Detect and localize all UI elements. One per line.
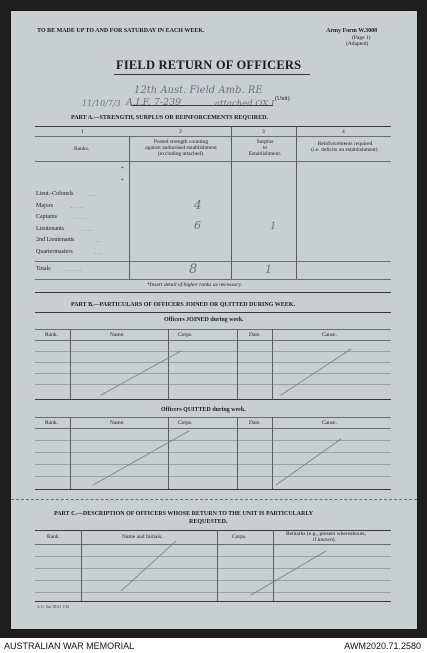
dot-leader: . . . . . (75, 215, 88, 221)
rank-majors: Majors (36, 203, 53, 209)
joined-heading: Officers JOINED during week. (164, 317, 244, 323)
handwritten-attached: attached OX I (215, 99, 275, 109)
col-number-2: 2 (179, 129, 182, 135)
totals-surplus-value: 1 (265, 263, 272, 276)
totals-label: Totals (36, 266, 51, 272)
col-number-4: 4 (342, 129, 345, 135)
joined-col-corps: Corps. (178, 332, 193, 338)
quitted-col-date: Date. (249, 420, 261, 426)
part-a-footnote: *Insert detail of higher ranks as necessary. (147, 282, 242, 288)
footer-right: AWM2020.71.2580 (344, 641, 421, 651)
part-c-col-remarks-line2: if known). (313, 537, 336, 543)
rank-2nd-lieutenants: 2nd Lieutenants (36, 237, 75, 243)
joined-col-cause: Cause. (322, 332, 337, 338)
print-code: A.G. Sm 18/41 1-M (37, 604, 70, 609)
col-number-3: 3 (262, 129, 265, 135)
joined-cancel-stroke-2 (281, 349, 351, 395)
quitted-heading: Officers QUITTED during week. (161, 407, 246, 413)
totals-posted-value: 8 (189, 262, 198, 277)
dot-leader: . . . (93, 238, 100, 244)
rank-lieutenants: Lieutenants (36, 226, 64, 232)
col-number-1: 1 (81, 129, 84, 135)
joined-col-rank: Rank. (45, 332, 58, 338)
col-reinforcements-header: Reinforcements required (i.e. deficits on establishment). (311, 141, 379, 153)
header-instruction: TO BE MADE UP TO AND FOR SATURDAY IN EACH WEEK. (37, 28, 205, 34)
quitted-cancel-stroke-1 (93, 431, 189, 485)
form-adapted: (Adapted) (346, 41, 369, 47)
majors-posted-value: 4 (194, 198, 202, 212)
joined-col-date: Date. (249, 332, 261, 338)
part-c-cancel-stroke-2 (251, 551, 326, 595)
part-c-col-remarks-line1: Remarks (e.g., present whereabouts, (286, 531, 366, 537)
lieutenants-posted-value: 6 (194, 219, 201, 232)
rank-quartermasters: Quartermasters (36, 249, 73, 255)
page-title: FIELD RETURN OF OFFICERS (116, 58, 302, 72)
form-page: (Page 1) (352, 35, 371, 41)
part-c-heading-line2: REQUESTED. (189, 519, 228, 525)
lieutenants-surplus-value: 1 (270, 221, 277, 232)
quitted-col-cause: Cause. (322, 420, 337, 426)
handwritten-unit: 12th Aust. Field Amb. RE (134, 85, 263, 96)
quitted-col-rank: Rank. (45, 420, 58, 426)
col-ranks-header: Ranks. (74, 146, 90, 152)
form-sheet (11, 11, 417, 629)
part-c-cancel-stroke-1 (121, 541, 176, 591)
part-b-heading: PART B.—PARTICULARS OF OFFICERS JOINED OR QUITTED DURING WEEK. (71, 302, 295, 308)
quitted-cancel-stroke-2 (276, 439, 341, 485)
dot-leader: . . . (89, 192, 96, 198)
col-surplus-header: Surplus to Establishment. (248, 139, 282, 157)
rank-lieut-colonels: Lieut.-Colonels (36, 191, 74, 197)
unit-label: (Unit) (275, 96, 290, 102)
part-c-col-corps: Corps. (232, 534, 247, 540)
col-posted-header: Posted strength counting against authorised establishment (excluding attached). (145, 139, 217, 157)
rank-captains: Captains (36, 214, 57, 220)
form-number: Army Form W.3008 (326, 28, 378, 34)
part-c-col-rank: Rank. (47, 534, 60, 540)
dot-leader: . . . . . . . . (61, 267, 82, 273)
footer-left: AUSTRALIAN WAR MEMORIAL (4, 641, 135, 651)
higher-rank-asterisk-1: * (121, 166, 124, 172)
handwritten-unit-number: A.I.F. 7-239 (126, 97, 182, 108)
dot-leader: . . . . (83, 227, 93, 233)
part-c-heading-line1: PART C.—DESCRIPTION OF OFFICERS WHOSE RETURN TO THE UNIT IS PARTICULARLY (54, 511, 314, 517)
joined-col-name: Name. (110, 332, 125, 338)
dot-leader: . . . . . (71, 204, 84, 210)
quitted-col-corps: Corps. (178, 420, 193, 426)
higher-rank-asterisk-2: * (121, 178, 124, 184)
dot-leader: . . . (95, 250, 102, 256)
part-c-col-name: Name and Initials. (122, 534, 163, 540)
part-a-heading: PART A.—STRENGTH, SURPLUS OR REINFORCEMENTS REQUIRED. (71, 115, 268, 121)
joined-cancel-stroke-1 (101, 351, 181, 395)
cancellation-strokes (11, 11, 417, 629)
handwritten-date: 11/10/7/3 (82, 99, 121, 108)
quitted-col-name: Name. (110, 420, 125, 426)
